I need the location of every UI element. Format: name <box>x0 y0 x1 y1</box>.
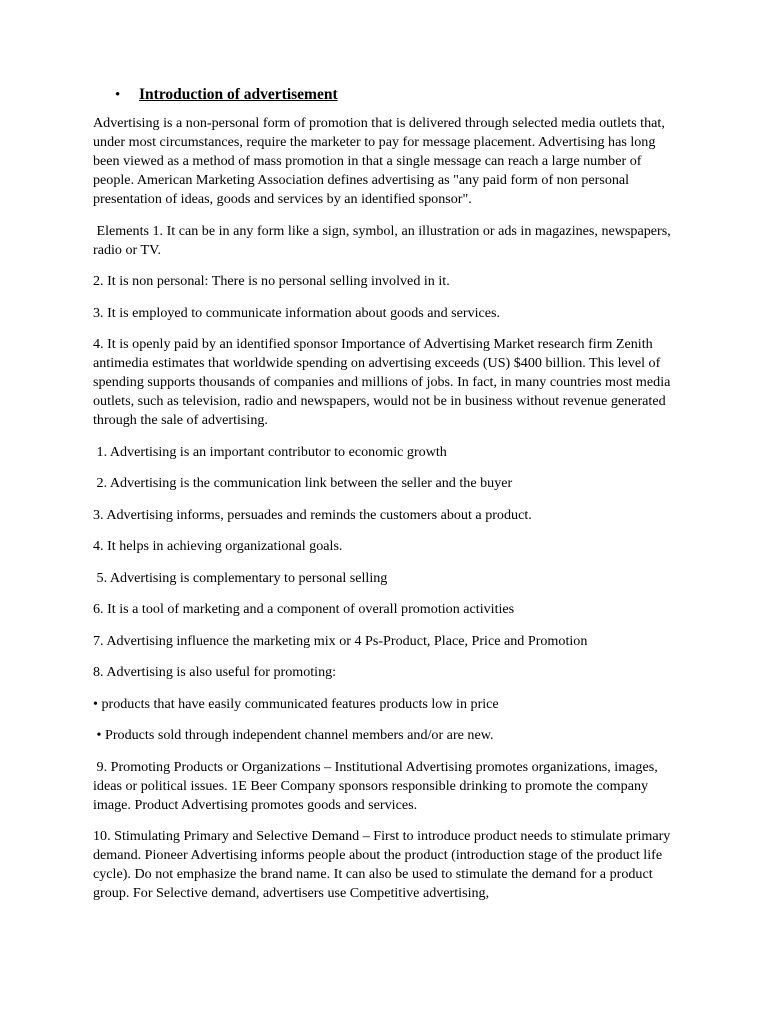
document-page <box>93 86 678 916</box>
paragraph-importance-5: 5. Advertising is complementary to personal selling <box>93 569 388 586</box>
paragraph-importance-10: 10. Stimulating Primary and Selective Demand – First to introduce product needs to stimulate primary demand. Pioneer Advertising informs people about the product (introduction stage of the product life cycle). Do not emphasize the brand name. It can also be used to stimulate the demand for a product group. For Selective demand, advertisers use Competitive advertising, <box>93 828 674 901</box>
bullet-item-products-independent-channel: • Products sold through independent channel members and/or are new. <box>93 727 494 743</box>
paragraph-elements-4: 4. It is openly paid by an identified sponsor Importance of Advertising Market research firm Zenith antimedia estimates that worldwide spending on advertising exceeds (US) $400 billion. This level of spending supports thousands of companies and millions of jobs. In fact, in many countries most media outlets, such as television, radio and newspapers, would not be in business without revenue generated through the sale of advertising. <box>93 336 674 428</box>
section-heading <box>93 86 678 104</box>
bullet-item-products-easily-communicated: • products that have easily communicated features products low in price <box>93 695 499 712</box>
paragraph-definition: Advertising is a non-personal form of promotion that is delivered through selected media outlets that, under most circumstances, require the marketer to pay for message placement. Advertising has long been viewed as a method of mass promotion in that a single message can reach a large number of people. American Marketing Association defines advertising as "any paid form of non personal presentation of ideas, goods and services by an identified sponsor". <box>93 115 669 207</box>
paragraph-importance-8: 8. Advertising is also useful for promoting: <box>93 664 337 680</box>
paragraph-importance-4: 4. It helps in achieving organizational goals. <box>93 538 343 554</box>
bullet-icon: • <box>115 87 121 103</box>
heading-text: Introduction of advertisement <box>139 86 338 103</box>
paragraph-elements-1: Elements 1. It can be in any form like a sign, symbol, an illustration or ads in magazines, newspapers, radio or TV. <box>93 222 675 258</box>
paragraph-importance-3: 3. Advertising informs, persuades and reminds the customers about a product. <box>93 506 532 523</box>
paragraph-elements-3: 3. It is employed to communicate information about goods and services. <box>93 304 501 321</box>
paragraph-importance-9: 9. Promoting Products or Organizations – Institutional Advertising promotes organizations, images, ideas or political issues. 1E Beer Company sponsors responsible drinking to promote the company image. Product Advertising promotes goods and services. <box>93 758 662 813</box>
paragraph-importance-2: 2. Advertising is the communication link between the seller and the buyer <box>93 475 513 491</box>
paragraph-importance-1: 1. Advertising is an important contributor to economic growth <box>93 443 447 460</box>
paragraph-importance-6: 6. It is a tool of marketing and a component of overall promotion activities <box>93 601 515 617</box>
paragraph-importance-7: 7. Advertising influence the marketing mix or 4 Ps-Product, Place, Price and Promotion <box>93 632 588 649</box>
paragraph-elements-2: 2. It is non personal: There is no personal selling involved in it. <box>93 273 450 289</box>
